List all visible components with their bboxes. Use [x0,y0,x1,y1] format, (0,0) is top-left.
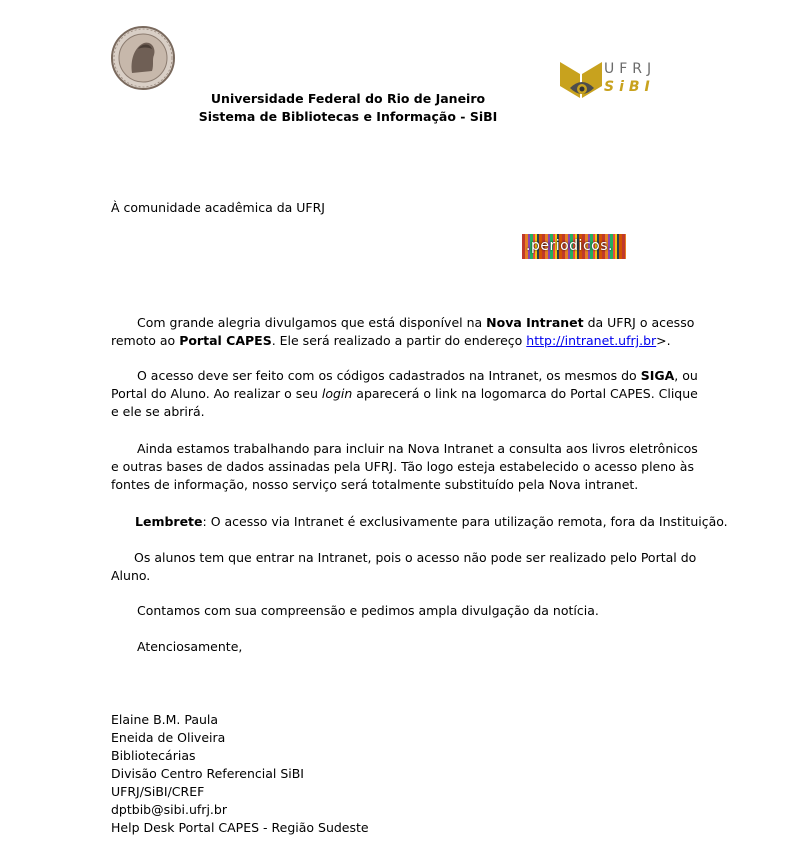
signature-division: Divisão Centro Referencial SiBI [111,766,304,781]
reminder-label: Lembrete [135,514,203,529]
intranet-link[interactable]: http://intranet.ufrj.br [526,333,657,348]
ufrj-sibi-logo [558,58,668,108]
paragraph-students: Os alunos tem que entrar na Intranet, pois o acesso não pode ser realizado pelo Portal do Aluno. [111,550,697,583]
signature-role: Bibliotecárias [111,748,196,763]
signature-email[interactable]: dptbib@sibi.ufrj.br [111,802,227,817]
header-institution: Universidade Federal do Rio de Janeiro [210,91,486,106]
signature-name-2: Eneida de Oliveira [111,730,226,745]
closing: Atenciosamente, [137,639,243,654]
paragraph-ebooks: Ainda estamos trabalhando para incluir na Nova Intranet a consulta aos livros eletrônicos e outras bases de dados assinadas pela UFRJ. Tão logo esteja estabelecido o acesso pleno às fontes de informação, nosso serviço será totalmente substituído pela Nova intranet. [111,441,698,492]
signature-helpdesk: Help Desk Portal CAPES - Região Sudeste [111,820,369,835]
header-system: Sistema de Bibliotecas e Informação - SiBI [198,109,498,124]
logo-sibi-text: SiBI [604,79,655,95]
periodicos-banner[interactable] [522,234,626,259]
paragraph-access: O acesso deve ser feito com os códigos cadastrados na Intranet, os mesmos do SIGA, ou Portal do Aluno. Ao realizar o seu login aparecerá o link na logomarca do Portal CAPES. Clique e ele se abrirá. [111,368,698,419]
nova-intranet-label: Nova Intranet [486,315,584,330]
greeting: À comunidade acadêmica da UFRJ [111,200,325,215]
signature-unit: UFRJ/SiBI/CREF [111,784,205,799]
portal-capes-label: Portal CAPES [179,333,272,348]
login-label: login [321,386,353,401]
ufrj-seal-icon [110,25,176,91]
logo-ufrj-text: UFRJ [604,61,657,77]
signature-name-1: Elaine B.M. Paula [111,712,219,727]
paragraph-intranet: Com grande alegria divulgamos que está disponível na Nova Intranet da UFRJ o acesso remoto ao Portal CAPES. Ele será realizado a partir do endereço http://intranet.ufrj.br>. [111,315,695,348]
sibi-book-icon [558,58,604,108]
siga-label: SIGA [640,368,675,383]
paragraph-thanks: Contamos com sua compreensão e pedimos ampla divulgação da notícia. [137,603,599,618]
paragraph-reminder: Lembrete: O acesso via Intranet é exclusivamente para utilização remota, fora da Instituição. [135,514,728,529]
periodicos-label: .periodicos. [526,238,613,254]
